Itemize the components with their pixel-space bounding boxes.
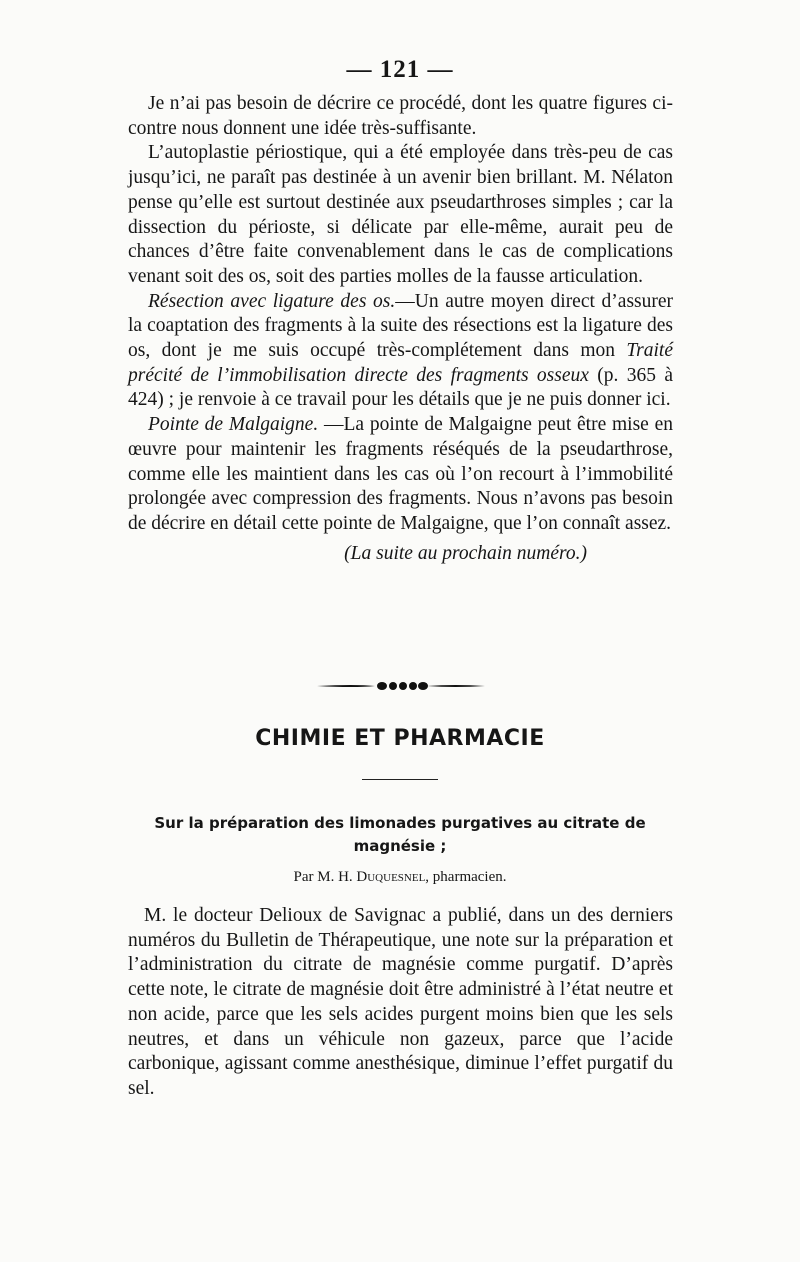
malgaigne-text: —La pointe de Malgaigne peut être mise en œuvre pour maintenir les fragments réséqués de la pseudarthrose, comme elle les maintient dans les cas où l’on recourt à l’immobilité prolongée avec compression des fragments. Nous n’avons pas besoin de décrire en détail cette pointe de Malgaigne, que l’on connaît assez.	[128, 414, 673, 534]
paragraph-autoplastie: L’autoplastie périostique, qui a été employée dans très-peu de cas jusqu’ici, ne paraît pas destinée à un avenir bien brillant. M. Nélaton pense qu’elle est surtout destinée aux pseudarthroses simples ; car la dissection du périoste, si délicate par elle-même, aurait peu de chances d’être faite convenablement dans le cas de complications venant soit des os, soit des parties molles de la fausse articulation.	[128, 142, 673, 287]
resection-text-a: —Un autre moyen direct d’assurer la coaptation des fragments à la suite des résections est la ligature des os, dont je me suis occupé très-complétement dans mon	[128, 290, 674, 362]
continued-article	[128, 92, 673, 565]
article-title: Sur la préparation des limonades purgatives au citrate de magnésie ;	[154, 814, 646, 855]
article-body: M. le docteur Delioux de Savignac a publié, dans un des derniers numéros du Bulletin de Thérapeutique, une note sur la préparation et l’administration du citrate de magnésie comme purgatif. D’après cette note, le citrate de magnésie doit être administré à l’état neutre et non acide, parce que les sels acides purgent moins bien que les sels neutres, et dans un véhicule non gazeux, parce que l’acide carbonique, agissant comme anesthésique, diminue l’effet purgatif du sel.	[128, 905, 673, 1099]
new-article	[128, 904, 673, 1102]
page-number: — 121 —	[346, 56, 454, 83]
section-title: CHIMIE ET PHARMACIE	[255, 726, 545, 751]
malgaigne-heading: Pointe de Malgaigne.	[148, 414, 319, 436]
paragraph-procede: Je n’ai pas besoin de décrire ce procédé, dont les quatre figures ci-contre nous donnent une idée très-suffisante.	[128, 93, 673, 139]
paragraph-resection	[128, 290, 673, 414]
author-name: Duquesnel	[356, 869, 426, 885]
resection-text-b: (p. 365 à 424) ; je renvoie à ce travail pour les détails que je ne puis donner ici.	[128, 364, 673, 411]
resection-heading: Résection avec ligature des os.	[148, 290, 396, 312]
author-line: Par M. H. Duquesnel, pharmacien.	[293, 869, 507, 885]
resection-reference-title: Traité précité de l’immobilisation directe des fragments osseux	[128, 340, 673, 386]
paragraph-malgaigne	[128, 413, 673, 537]
ornament-divider	[315, 675, 487, 697]
continuation-note: (La suite au prochain numéro.)	[344, 542, 587, 564]
section-rule	[362, 779, 438, 780]
